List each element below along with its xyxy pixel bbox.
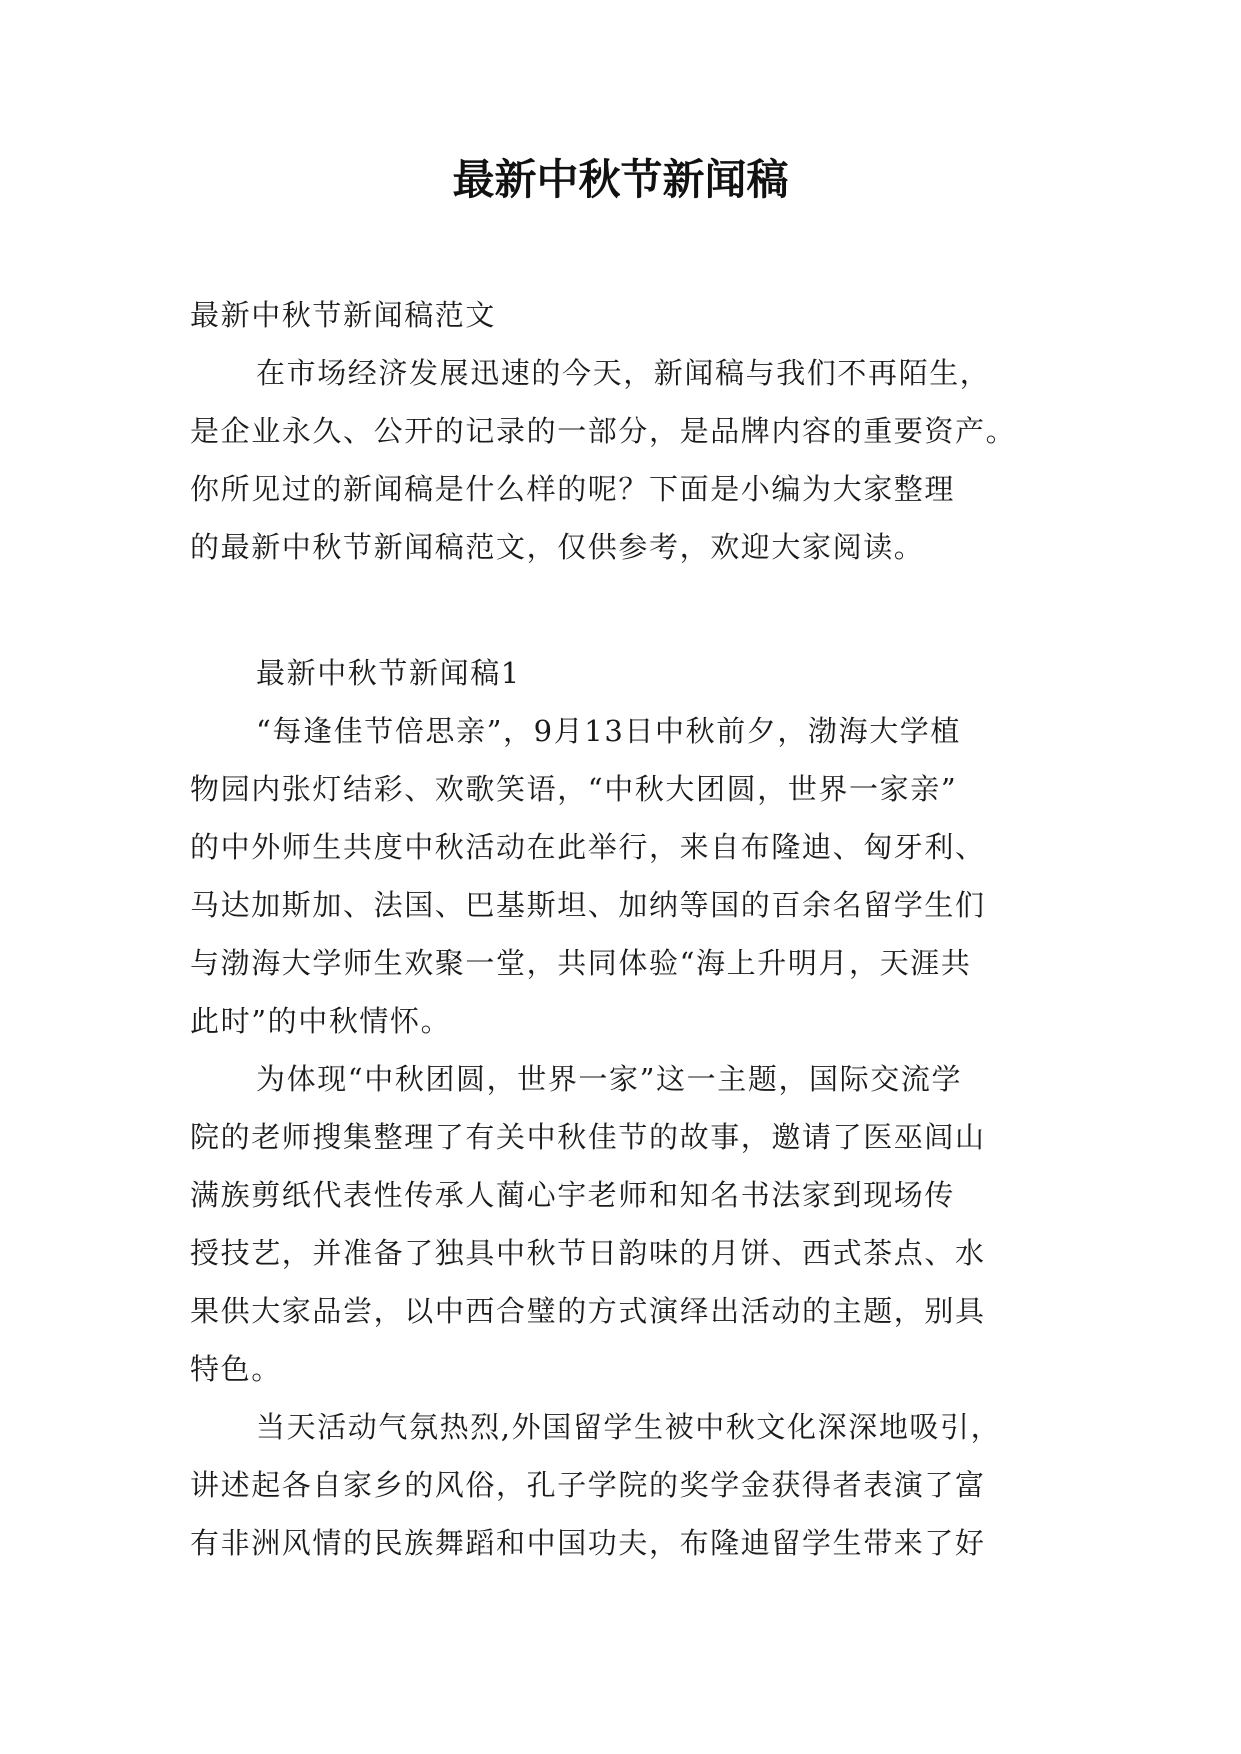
document-subtitle: 最新中秋节新闻稿范文: [190, 298, 497, 332]
text-line: 特色。: [190, 1352, 282, 1386]
intro-paragraph: [190, 344, 1070, 576]
text-line: 果供大家品尝，以中西合璧的方式演绎出活动的主题，别具: [190, 1294, 986, 1328]
text-line: 与渤海大学师生欢聚一堂，共同体验“海上升明月，天涯共: [190, 946, 972, 980]
paragraph: [190, 1050, 1070, 1398]
document-title: 最新中秋节新闻稿: [452, 155, 789, 204]
text-line: 马达加斯加、法国、巴基斯坦、加纳等国的百余名留学生们: [190, 888, 986, 922]
text-line: 的中外师生共度中秋活动在此举行，来自布隆迪、匈牙利、: [190, 830, 986, 864]
text-line: 此时”的中秋情怀。: [190, 1004, 452, 1038]
text-line: 的最新中秋节新闻稿范文，仅供参考，欢迎大家阅读。: [190, 530, 925, 564]
text-line: 当天活动气氛热烈,外国留学生被中秋文化深深地吸引，: [256, 1410, 1002, 1444]
section-heading: 最新中秋节新闻稿1: [256, 656, 521, 690]
text-line: 为体现“中秋团圆，世界一家”这一主题，国际交流学: [256, 1062, 963, 1096]
text-line: 物园内张灯结彩、欢歌笑语，“中秋大团圆，世界一家亲”: [190, 772, 958, 806]
text-line: 满族剪纸代表性传承人蔺心宇老师和知名书法家到现场传: [190, 1178, 956, 1212]
text-line: “每逢佳节倍思亲”，9月13日中秋前夕，渤海大学植: [256, 714, 962, 748]
paragraph: [190, 1398, 1070, 1572]
paragraph: [190, 702, 1070, 1050]
text-line: 有非洲风情的民族舞蹈和中国功夫，布隆迪留学生带来了好: [190, 1526, 986, 1560]
paragraph-spacer: [190, 576, 1070, 644]
text-line: 院的老师搜集整理了有关中秋佳节的故事，邀请了医巫闾山: [190, 1120, 986, 1154]
text-line: 你所见过的新闻稿是什么样的呢？下面是小编为大家整理: [190, 472, 956, 506]
document-body: [190, 286, 1070, 1572]
text-line: 是企业永久、公开的记录的一部分，是品牌内容的重要资产。: [190, 414, 1017, 448]
text-line: 授技艺，并准备了独具中秋节日韵味的月饼、西式茶点、水: [190, 1236, 986, 1270]
text-line: 讲述起各自家乡的风俗，孔子学院的奖学金获得者表演了富: [190, 1468, 986, 1502]
text-line: 在市场经济发展迅速的今天，新闻稿与我们不再陌生，: [256, 356, 991, 390]
